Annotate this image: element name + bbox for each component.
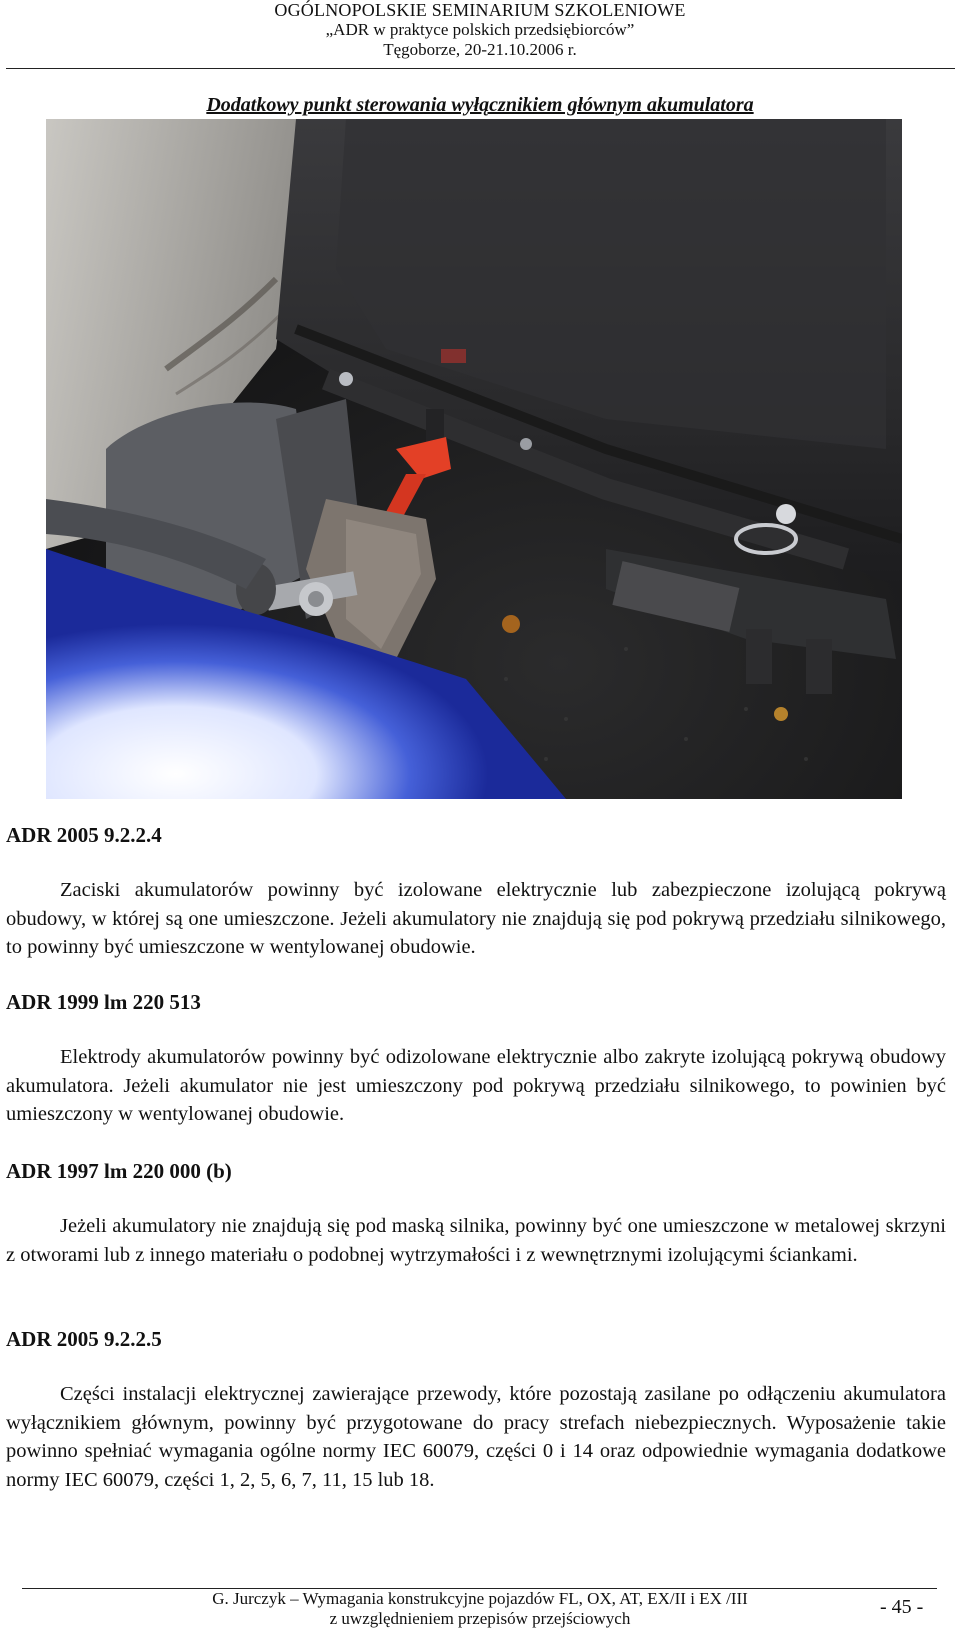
section-text-1: Zaciski akumulatorów powinny być izolowane elektrycznie lub zabezpieczone izolującą pokrywą obudowy, w której są one umieszczone. Jeżeli akumulatory nie znajdują się pod pokrywą przedziału silnikowego, to powinny być umieszczone w wentylowanej obudowie. (6, 879, 946, 958)
footer-author-title: G. Jurczyk – Wymagania konstrukcyjne pojazdów FL, OX, AT, EX/II i EX /III (212, 1589, 748, 1608)
section-text-3: Jeżeli akumulatory nie znajdują się pod maską silnika, powinny być one umieszczone w metalowej skrzyni z otworami lub z innego materiału o podobnej wytrzymałości i z wewnętrznymi izolującymi ściankami. (6, 1215, 946, 1266)
footer-subtitle: z uwzględnieniem przepisów przejściowych (329, 1609, 631, 1628)
seminar-title: OGÓLNOPOLSKIE SEMINARIUM SZKOLENIOWE (274, 0, 686, 20)
section-text-2: Elektrody akumulatorów powinny być odizolowane elektrycznie albo zakryte izolującą pokrywą obudowy akumulatora. Jeżeli akumulator nie jest umieszczony pod pokrywą przedziału silnikowego, to powinien być umieszczony w wentylowanej obudowie. (6, 1046, 946, 1125)
section-heading-4: ADR 2005 9.2.2.5 (6, 1327, 162, 1351)
seminar-date: Tęgoborze, 20-21.10.2006 r. (383, 40, 577, 59)
seminar-subtitle: „ADR w praktyce polskich przedsiębiorców” (325, 20, 635, 39)
header-divider (6, 68, 955, 69)
page-footer (120, 1589, 840, 1629)
photo-caption: Dodatkowy punkt sterowania wyłącznikiem głównym akumulatora (206, 94, 754, 116)
section-heading-2: ADR 1999 lm 220 513 (6, 990, 201, 1014)
page-number: - 45 - (880, 1596, 924, 1618)
page-header (0, 0, 960, 60)
section-heading-1: ADR 2005 9.2.2.4 (6, 823, 162, 847)
section-heading-3: ADR 1997 lm 220 000 (b) (6, 1159, 232, 1183)
battery-switch-photo (46, 119, 902, 799)
section-text-4: Części instalacji elektrycznej zawierające przewody, które pozostają zasilane po odłączeniu akumulatora wyłącznikiem głównym, powinny być przygotowane do pracy strefach niebezpiecznych. Wyposażenie takie powinno spełniać wymagania ogólne normy IEC 60079, części 0 i 14 oraz odpowiednie wymagania dodatkowe normy IEC 60079, części 1, 2, 5, 6, 7, 11, 15 lub 18. (6, 1383, 946, 1491)
